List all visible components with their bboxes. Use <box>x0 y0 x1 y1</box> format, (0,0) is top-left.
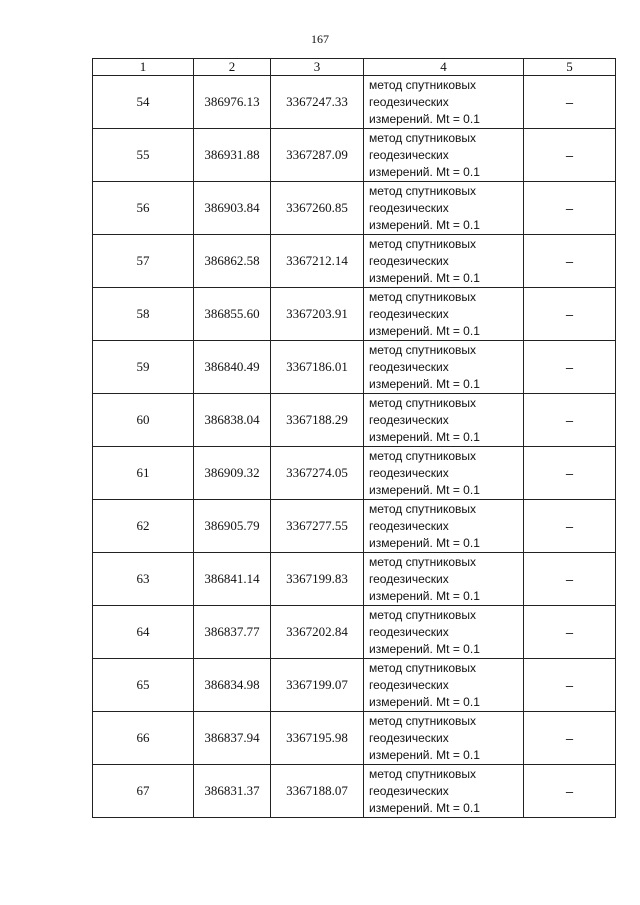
table-row <box>93 606 616 659</box>
method-line: метод спутниковых <box>369 501 477 516</box>
method-line: измерений. Mt = 0.1 <box>369 429 480 444</box>
header-row <box>93 59 616 76</box>
method-cell <box>364 447 524 500</box>
page-number: 167 <box>311 32 329 46</box>
point-number-cell: 66 <box>93 712 194 765</box>
x-coordinate-cell: 386855.60 <box>194 288 271 341</box>
method-line: геодезических <box>369 677 449 692</box>
method-line: метод спутниковых <box>369 713 477 728</box>
method-line: геодезических <box>369 147 449 162</box>
point-number-cell: 56 <box>93 182 194 235</box>
x-coordinate-cell: 386834.98 <box>194 659 271 712</box>
method-line: метод спутниковых <box>369 395 477 410</box>
note-cell: – <box>524 447 616 500</box>
method-line: метод спутниковых <box>369 183 477 198</box>
method-line: измерений. Mt = 0.1 <box>369 482 480 497</box>
y-coordinate-cell: 3367277.55 <box>271 500 364 553</box>
x-coordinate-cell: 386976.13 <box>194 76 271 129</box>
method-line: измерений. Mt = 0.1 <box>369 800 480 815</box>
note-cell: – <box>524 606 616 659</box>
method-cell <box>364 235 524 288</box>
point-number-cell: 63 <box>93 553 194 606</box>
method-line: метод спутниковых <box>369 130 477 145</box>
table-row <box>93 76 616 129</box>
x-coordinate-cell: 386905.79 <box>194 500 271 553</box>
point-number-cell: 57 <box>93 235 194 288</box>
note-cell: – <box>524 500 616 553</box>
coordinates-table <box>92 58 616 818</box>
y-coordinate-cell: 3367195.98 <box>271 712 364 765</box>
method-line: геодезических <box>369 571 449 586</box>
header-col-5: 5 <box>524 59 616 76</box>
point-number-cell: 60 <box>93 394 194 447</box>
point-number-cell: 64 <box>93 606 194 659</box>
table-row <box>93 447 616 500</box>
method-cell <box>364 341 524 394</box>
table-row <box>93 765 616 818</box>
method-line: измерений. Mt = 0.1 <box>369 535 480 550</box>
x-coordinate-cell: 386838.04 <box>194 394 271 447</box>
y-coordinate-cell: 3367203.91 <box>271 288 364 341</box>
method-line: метод спутниковых <box>369 660 477 675</box>
method-line: метод спутниковых <box>369 766 477 781</box>
method-cell <box>364 500 524 553</box>
method-line: метод спутниковых <box>369 289 477 304</box>
x-coordinate-cell: 386837.94 <box>194 712 271 765</box>
method-line: геодезических <box>369 730 449 745</box>
table-row <box>93 659 616 712</box>
y-coordinate-cell: 3367202.84 <box>271 606 364 659</box>
method-line: метод спутниковых <box>369 554 477 569</box>
y-coordinate-cell: 3367186.01 <box>271 341 364 394</box>
point-number-cell: 55 <box>93 129 194 182</box>
method-line: метод спутниковых <box>369 77 477 92</box>
table-row <box>93 341 616 394</box>
point-number-cell: 61 <box>93 447 194 500</box>
method-line: геодезических <box>369 518 449 533</box>
method-line: метод спутниковых <box>369 342 477 357</box>
point-number-cell: 59 <box>93 341 194 394</box>
table-row <box>93 553 616 606</box>
method-line: измерений. Mt = 0.1 <box>369 694 480 709</box>
method-cell <box>364 712 524 765</box>
y-coordinate-cell: 3367287.09 <box>271 129 364 182</box>
point-number-cell: 54 <box>93 76 194 129</box>
method-line: метод спутниковых <box>369 236 477 251</box>
method-cell <box>364 553 524 606</box>
method-line: метод спутниковых <box>369 448 477 463</box>
x-coordinate-cell: 386840.49 <box>194 341 271 394</box>
method-line: измерений. Mt = 0.1 <box>369 270 480 285</box>
note-cell: – <box>524 341 616 394</box>
y-coordinate-cell: 3367212.14 <box>271 235 364 288</box>
method-cell <box>364 606 524 659</box>
table-row <box>93 394 616 447</box>
header-col-3: 3 <box>271 59 364 76</box>
y-coordinate-cell: 3367199.07 <box>271 659 364 712</box>
header-col-4: 4 <box>364 59 524 76</box>
x-coordinate-cell: 386931.88 <box>194 129 271 182</box>
method-line: геодезических <box>369 94 449 109</box>
method-cell <box>364 394 524 447</box>
method-line: измерений. Mt = 0.1 <box>369 323 480 338</box>
table-row <box>93 182 616 235</box>
x-coordinate-cell: 386909.32 <box>194 447 271 500</box>
y-coordinate-cell: 3367260.85 <box>271 182 364 235</box>
note-cell: – <box>524 553 616 606</box>
method-line: геодезических <box>369 359 449 374</box>
method-cell <box>364 129 524 182</box>
note-cell: – <box>524 659 616 712</box>
note-cell: – <box>524 235 616 288</box>
method-line: измерений. Mt = 0.1 <box>369 164 480 179</box>
table-row <box>93 288 616 341</box>
method-line: измерений. Mt = 0.1 <box>369 111 480 126</box>
method-line: геодезических <box>369 200 449 215</box>
x-coordinate-cell: 386837.77 <box>194 606 271 659</box>
note-cell: – <box>524 129 616 182</box>
method-line: измерений. Mt = 0.1 <box>369 641 480 656</box>
table-row <box>93 235 616 288</box>
table-row <box>93 129 616 182</box>
point-number-cell: 65 <box>93 659 194 712</box>
table-body <box>93 76 616 818</box>
point-number-cell: 58 <box>93 288 194 341</box>
method-cell <box>364 76 524 129</box>
method-line: измерений. Mt = 0.1 <box>369 376 480 391</box>
method-cell <box>364 659 524 712</box>
method-line: измерений. Mt = 0.1 <box>369 747 480 762</box>
method-line: геодезических <box>369 783 449 798</box>
table-header <box>93 59 616 76</box>
method-line: геодезических <box>369 624 449 639</box>
table-row <box>93 500 616 553</box>
y-coordinate-cell: 3367188.07 <box>271 765 364 818</box>
method-line: измерений. Mt = 0.1 <box>369 217 480 232</box>
table-row <box>93 712 616 765</box>
y-coordinate-cell: 3367247.33 <box>271 76 364 129</box>
y-coordinate-cell: 3367274.05 <box>271 447 364 500</box>
y-coordinate-cell: 3367188.29 <box>271 394 364 447</box>
x-coordinate-cell: 386903.84 <box>194 182 271 235</box>
point-number-cell: 62 <box>93 500 194 553</box>
method-cell <box>364 765 524 818</box>
x-coordinate-cell: 386862.58 <box>194 235 271 288</box>
method-cell <box>364 288 524 341</box>
method-line: геодезических <box>369 306 449 321</box>
point-number-cell: 67 <box>93 765 194 818</box>
method-line: измерений. Mt = 0.1 <box>369 588 480 603</box>
note-cell: – <box>524 76 616 129</box>
x-coordinate-cell: 386841.14 <box>194 553 271 606</box>
note-cell: – <box>524 182 616 235</box>
note-cell: – <box>524 288 616 341</box>
method-line: геодезических <box>369 465 449 480</box>
method-line: геодезических <box>369 412 449 427</box>
header-col-2: 2 <box>194 59 271 76</box>
method-line: метод спутниковых <box>369 607 477 622</box>
method-line: геодезических <box>369 253 449 268</box>
y-coordinate-cell: 3367199.83 <box>271 553 364 606</box>
header-col-1: 1 <box>93 59 194 76</box>
note-cell: – <box>524 765 616 818</box>
method-cell <box>364 182 524 235</box>
note-cell: – <box>524 394 616 447</box>
note-cell: – <box>524 712 616 765</box>
x-coordinate-cell: 386831.37 <box>194 765 271 818</box>
